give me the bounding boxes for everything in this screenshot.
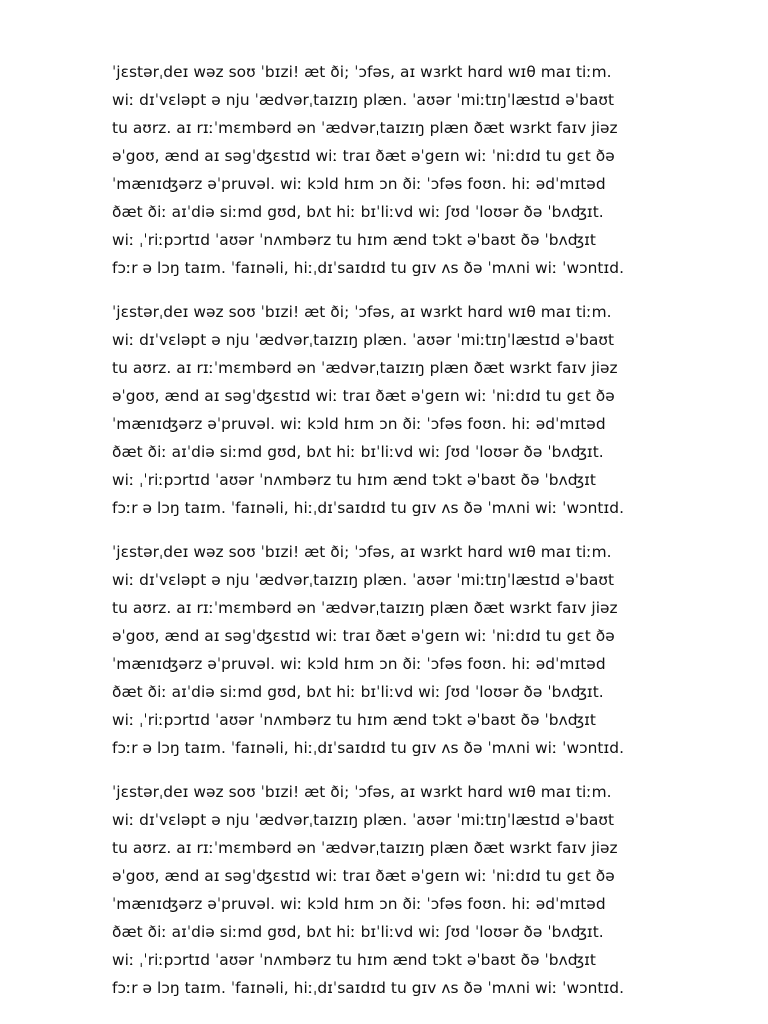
text-line: fɔːr ə lɔŋ taɪm. ˈfaɪnəli, hiːˌdɪˈsaɪdɪd tu gɪv ʌs ðə ˈmʌni wiː ˈwɔntɪd. [112, 499, 625, 517]
text-line: əˈgoʊ, ænd aɪ səgˈʤɛstɪd wiː traɪ ðæt əˈgeɪn wiː ˈniːdɪd tu gɛt ðə [112, 387, 615, 405]
text-line: ˈmænɪʤərz əˈpruvəl. wiː kɔld hɪm ɔn ðiː ˈɔfəs foʊn. hiː ədˈmɪtəd [112, 415, 606, 433]
text-line: ðæt ðiː aɪˈdiə siːmd gʊd, bʌt hiː bɪˈliːvd wiː ʃʊd ˈloʊər ðə ˈbʌʤɪt. [112, 203, 604, 221]
paragraph-4 [112, 778, 672, 1002]
text-line: əˈgoʊ, ænd aɪ səgˈʤɛstɪd wiː traɪ ðæt əˈgeɪn wiː ˈniːdɪd tu gɛt ðə [112, 147, 615, 165]
text-line: ˈmænɪʤərz əˈpruvəl. wiː kɔld hɪm ɔn ðiː ˈɔfəs foʊn. hiː ədˈmɪtəd [112, 175, 606, 193]
text-line: tu aʊrz. aɪ rɪːˈmɛmbərd ən ˈædvərˌtaɪzɪŋ plæn ðæt wɜrkt faɪv jiəz [112, 359, 618, 377]
text-line: əˈgoʊ, ænd aɪ səgˈʤɛstɪd wiː traɪ ðæt əˈgeɪn wiː ˈniːdɪd tu gɛt ðə [112, 867, 615, 885]
text-line: tu aʊrz. aɪ rɪːˈmɛmbərd ən ˈædvərˌtaɪzɪŋ plæn ðæt wɜrkt faɪv jiəz [112, 119, 618, 137]
text-line: wiː ˌˈriːpɔrtɪd ˈaʊər ˈnʌmbərz tu hɪm ænd tɔkt əˈbaʊt ðə ˈbʌʤɪt [112, 951, 596, 969]
text-line: ðæt ðiː aɪˈdiə siːmd gʊd, bʌt hiː bɪˈliːvd wiː ʃʊd ˈloʊər ðə ˈbʌʤɪt. [112, 443, 604, 461]
text-line: ðæt ðiː aɪˈdiə siːmd gʊd, bʌt hiː bɪˈliːvd wiː ʃʊd ˈloʊər ðə ˈbʌʤɪt. [112, 683, 604, 701]
text-line: wiː dɪˈvɛləpt ə nju ˈædvərˌtaɪzɪŋ plæn. ˈaʊər ˈmiːtɪŋˈlæstɪd əˈbaʊt [112, 811, 615, 829]
text-line: ˈjɛstərˌdeɪ wəz soʊ ˈbɪzi! æt ði; ˈɔfəs, aɪ wɜrkt hɑrd wɪθ maɪ tiːm. [112, 543, 612, 561]
text-line: ˈjɛstərˌdeɪ wəz soʊ ˈbɪzi! æt ði; ˈɔfəs, aɪ wɜrkt hɑrd wɪθ maɪ tiːm. [112, 303, 612, 321]
text-line: əˈgoʊ, ænd aɪ səgˈʤɛstɪd wiː traɪ ðæt əˈgeɪn wiː ˈniːdɪd tu gɛt ðə [112, 627, 615, 645]
text-line: ðæt ðiː aɪˈdiə siːmd gʊd, bʌt hiː bɪˈliːvd wiː ʃʊd ˈloʊər ðə ˈbʌʤɪt. [112, 923, 604, 941]
text-line: fɔːr ə lɔŋ taɪm. ˈfaɪnəli, hiːˌdɪˈsaɪdɪd tu gɪv ʌs ðə ˈmʌni wiː ˈwɔntɪd. [112, 979, 625, 997]
text-line: ˈmænɪʤərz əˈpruvəl. wiː kɔld hɪm ɔn ðiː ˈɔfəs foʊn. hiː ədˈmɪtəd [112, 655, 606, 673]
paragraph-2 [112, 298, 672, 522]
paragraph-1 [112, 58, 672, 282]
text-line: wiː dɪˈvɛləpt ə nju ˈædvərˌtaɪzɪŋ plæn. ˈaʊər ˈmiːtɪŋˈlæstɪd əˈbaʊt [112, 331, 615, 349]
text-line: fɔːr ə lɔŋ taɪm. ˈfaɪnəli, hiːˌdɪˈsaɪdɪd tu gɪv ʌs ðə ˈmʌni wiː ˈwɔntɪd. [112, 259, 625, 277]
text-line: wiː ˌˈriːpɔrtɪd ˈaʊər ˈnʌmbərz tu hɪm ænd tɔkt əˈbaʊt ðə ˈbʌʤɪt [112, 711, 596, 729]
text-line: tu aʊrz. aɪ rɪːˈmɛmbərd ən ˈædvərˌtaɪzɪŋ plæn ðæt wɜrkt faɪv jiəz [112, 839, 618, 857]
text-line: ˈmænɪʤərz əˈpruvəl. wiː kɔld hɪm ɔn ðiː ˈɔfəs foʊn. hiː ədˈmɪtəd [112, 895, 606, 913]
text-line: fɔːr ə lɔŋ taɪm. ˈfaɪnəli, hiːˌdɪˈsaɪdɪd tu gɪv ʌs ðə ˈmʌni wiː ˈwɔntɪd. [112, 739, 625, 757]
text-line: wiː ˌˈriːpɔrtɪd ˈaʊər ˈnʌmbərz tu hɪm ænd tɔkt əˈbaʊt ðə ˈbʌʤɪt [112, 231, 596, 249]
text-line: tu aʊrz. aɪ rɪːˈmɛmbərd ən ˈædvərˌtaɪzɪŋ plæn ðæt wɜrkt faɪv jiəz [112, 599, 618, 617]
text-line: ˈjɛstərˌdeɪ wəz soʊ ˈbɪzi! æt ði; ˈɔfəs, aɪ wɜrkt hɑrd wɪθ maɪ tiːm. [112, 63, 612, 81]
text-line: wiː dɪˈvɛləpt ə nju ˈædvərˌtaɪzɪŋ plæn. ˈaʊər ˈmiːtɪŋˈlæstɪd əˈbaʊt [112, 571, 615, 589]
text-line: ˈjɛstərˌdeɪ wəz soʊ ˈbɪzi! æt ði; ˈɔfəs, aɪ wɜrkt hɑrd wɪθ maɪ tiːm. [112, 783, 612, 801]
paragraph-3 [112, 538, 672, 762]
text-line: wiː dɪˈvɛləpt ə nju ˈædvərˌtaɪzɪŋ plæn. ˈaʊər ˈmiːtɪŋˈlæstɪd əˈbaʊt [112, 91, 615, 109]
text-line: wiː ˌˈriːpɔrtɪd ˈaʊər ˈnʌmbərz tu hɪm ænd tɔkt əˈbaʊt ðə ˈbʌʤɪt [112, 471, 596, 489]
